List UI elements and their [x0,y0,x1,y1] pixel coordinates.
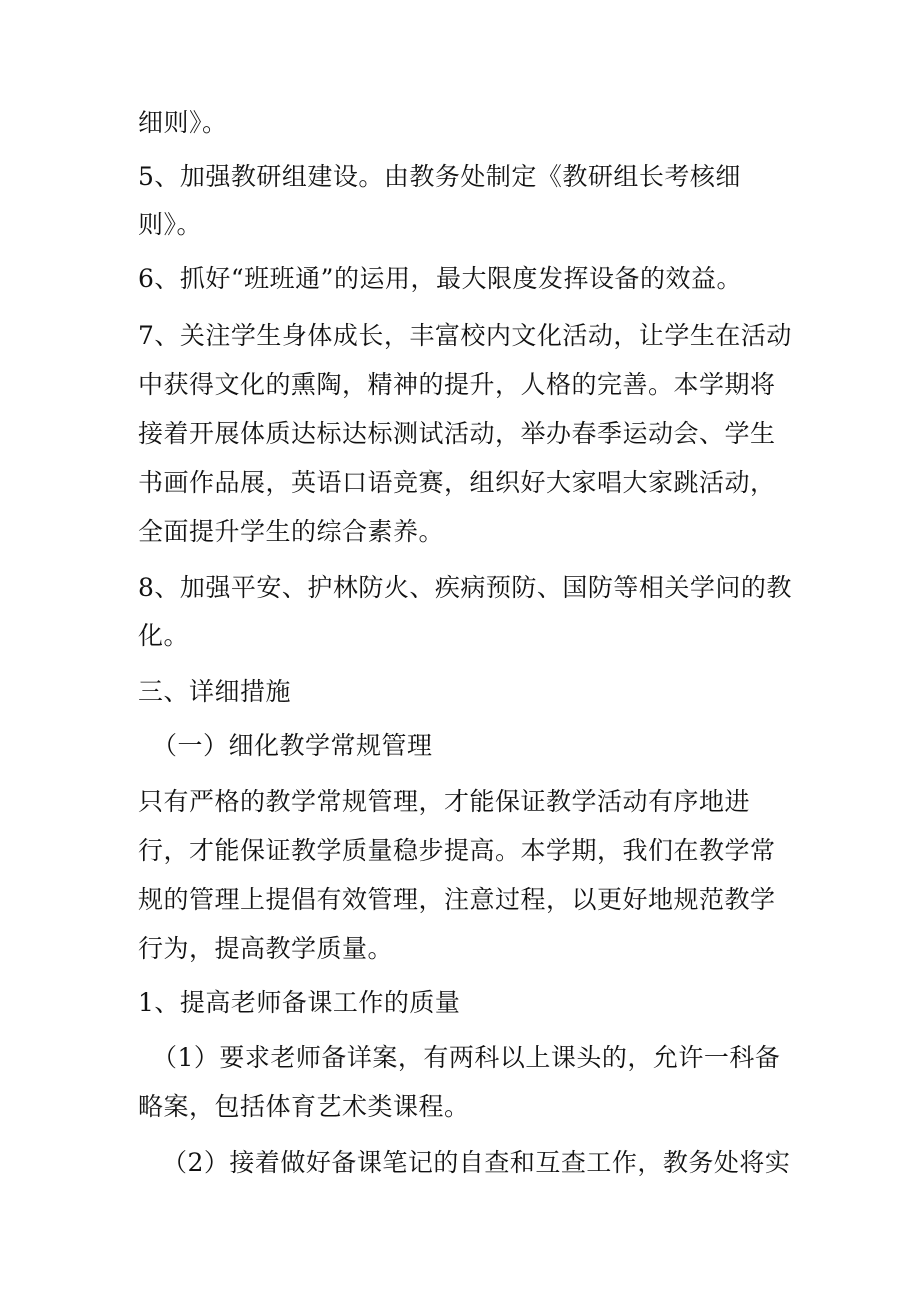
text-line: 化。 [138,621,190,650]
text-line: 行，才能保证教学质量稳步提高。本学期，我们在教学常 [138,836,776,865]
text-line: 1、提高老师备课工作的质量 [138,988,461,1017]
text-line: 5、加强教研组建设。由教务处制定《教研组长考核细 [138,162,741,191]
subsection-heading: （一）细化教学常规管理 [152,731,433,760]
text-line: 接着开展体质达标达标测试活动，举办春季运动会、学生 [138,419,776,448]
text-line: 中获得文化的熏陶，精神的提升，人格的完善。本学期将 [138,370,776,399]
text-line: （2）接着做好备课笔记的自查和互查工作，教务处将实 [162,1148,791,1177]
section-heading: 三、详细措施 [138,677,292,706]
text-line: 7、关注学生身体成长，丰富校内文化活动，让学生在活动 [138,321,792,350]
text-line: 只有严格的教学常规管理，才能保证教学活动有序地进 [138,787,751,816]
text-line: 8、加强平安、护林防火、疾病预防、国防等相关学问的教 [138,573,792,602]
text-line: （1）要求老师备详案，有两科以上课头的，允许一科备 [152,1043,781,1072]
text-line: 行为，提高教学质量。 [138,934,394,963]
text-line: 细则》。 [138,108,228,137]
text-line: 6、抓好“班班通”的运用，最大限度发挥设备的效益。 [138,264,742,293]
text-line: 则》。 [138,210,203,239]
text-line: 全面提升学生的综合素养。 [138,517,445,546]
text-line: 书画作品展，英语口语竞赛，组织好大家唱大家跳活动， [138,468,776,497]
text-line: 略案，包括体育艺术类课程。 [138,1092,470,1121]
text-line: 规的管理上提倡有效管理，注意过程，以更好地规范教学 [138,885,776,914]
